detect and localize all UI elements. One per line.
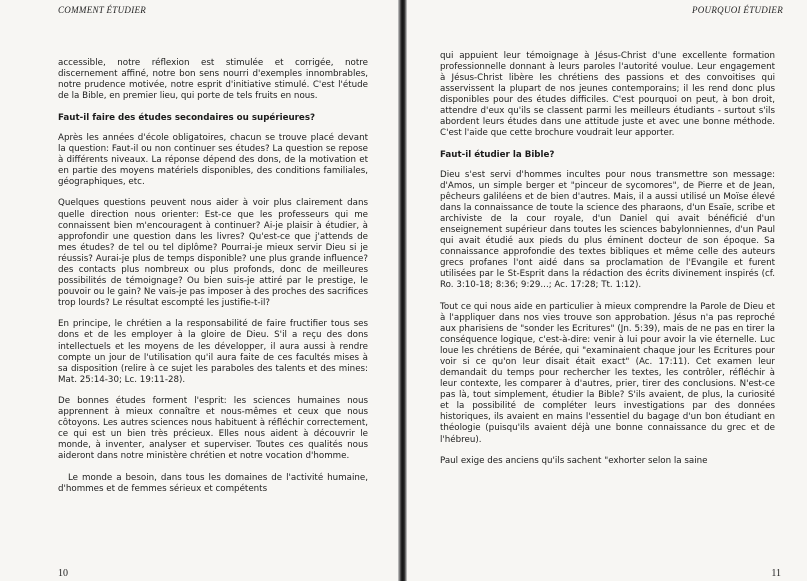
book-gutter	[398, 0, 407, 581]
paragraph: Paul exige des anciens qu'ils sachent "exhorter selon la saine	[440, 456, 708, 467]
paragraph: Quelques questions peuvent nous aider à voir plus clairement dans quelle direction nous orienter: Est-ce que les professeurs qui me connaissent bien m'encouragent à continuer? Ai-je plaisir à étudier, à approfondir une question dans les livres? Qu'est-ce que j'attends de mes études? de tel ou tel diplôme? Pourrai-je mieux servir Dieu si je réussis? Aurai-je plus de temps disponible? une plus grande influence? des contacts plus nombreux ou plus profonds, donc de meilleures possibilités de témoignage? Ou bien suis-je attiré par le prestige, le pouvoir ou le gain? Ne vais-je pas imposer à des proches des sacrifices trop lourds? Le résultat escompté les justifie-t-il?	[58, 198, 368, 308]
page-number-right: 11	[771, 568, 781, 579]
section-heading: Faut-il faire des études secondaires ou supérieures?	[58, 112, 316, 123]
paragraph: De bonnes études forment l'esprit: les sciences humaines nous apprennent à mieux connaître et nous-mêmes et ceux que nous côtoyons. Les autres sciences nous habituent à réfléchir correctement, ce qui est un bien très précieux. Elles nous aident à découvrir le monde, à inventer, analyser et superviser. Toutes ces qualités nous aideront dans notre ministère chrétien et notre vocation d'homme.	[58, 396, 368, 462]
paragraph: Tout ce qui nous aide en particulier à mieux comprendre la Parole de Dieu et à l'appliquer dans nos vies trouve son approbation. Jésus n'a pas reproché aux pharisiens de "sonder les Ecritures" (Jn. 5:39), mais de ne pas en tirer la conséquence logique, c'est-à-dire: venir à lui pour avoir la vie éternelle. Luc loue les chrétiens de Bérée, qui "examinaient chaque jour les Ecritures pour voir si ce qu'on leur disait était exact" (Ac. 17:11). Cet examen leur demandait du temps pour rechercher les textes, les contrôler, réfléchir à leur contexte, les comparer à d'autres, prier, tirer des conclusions. N'est-ce pas là, tout simplement, étudier la Bible? S'ils avaient, de plus, la curiosité et la possibilité de compléter leurs investigations par des données historiques, ils avaient en mains l'essentiel du bagage d'un bon étudiant en théologie (puisqu'ils avaient déjà une bonne connaissance du grec et de l'hébreu).	[440, 301, 775, 445]
running-head-right: POURQUOI ÉTUDIER	[691, 5, 783, 15]
paragraph: qui appuient leur témoignage à Jésus-Christ d'une excellente formation professionnelle donnant à leurs paroles l'autorité voulue. Leur engagement à Jésus-Christ libère les chrétiens des passions et des convoitises qui asservissent la plupart de nos jeunes contemporains; il les rend donc plus disponibles pour des études difficiles. C'est pourquoi on peut, à bon droit, attendre d'eux qu'ils se classent parmi les meilleurs étudiants - surtout s'ils abordent leurs études dans une attitude juste et avec une bonne méthode. C'est l'aide que cette brochure voudrait leur apporter.	[440, 51, 775, 139]
paragraph: En principe, le chrétien a la responsabilité de faire fructifier tous ses dons et de les employer à la gloire de Dieu. S'il a reçu des dons intellectuels et les moyens de les développer, il aura aussi à rendre compte un jour de l'utilisation qu'il aura faite de ces facultés mises à sa disposition (relire à ce sujet les paraboles des talents et des mines: Mat. 25:14-30; Lc. 19:11-28).	[58, 319, 368, 385]
left-page-body	[58, 58, 368, 506]
running-head-left: COMMENT ÉTUDIER	[58, 5, 147, 15]
right-page-body	[440, 51, 775, 478]
paragraph: Dieu s'est servi d'hommes incultes pour nous transmettre son message: d'Amos, un simple berger et "pinceur de sycomores", de Pierre et de Jean, pêcheurs galiléens et de bien d'autres. Mais, il a aussi utilisé un Moïse élevé dans la connaissance de toute la science des pharaons, d'un Esaïe, scribe et archiviste de la cour royale, d'un Daniel qui avait bénéficié d'un enseignement supérieur dans toutes les sciences babylonniennes, d'un Paul qui avait étudié aux pieds du plus éminent docteur de son époque. Sa connaissance approfondie des textes bibliques et même celle des auteurs grecs profanes l'ont aidé dans sa proclamation de l'Evangile et furent utilisées par le St-Esprit dans la rédaction des écrits divinement inspirés (cf. Ro. 3:10-18; 8:36; 9:29...; Ac. 17:28; Tt. 1:12).	[440, 169, 775, 291]
section-heading: Faut-il étudier la Bible?	[440, 149, 555, 160]
paragraph: Le monde a besoin, dans tous les domaines de l'activité humaine, d'hommes et de femmes sérieux et compétents	[58, 473, 368, 495]
left-page	[0, 0, 400, 581]
paragraph: Après les années d'école obligatoires, chacun se trouve placé devant la question: Faut-il ou non continuer ses études? La question se repose à différents niveaux. La réponse dépend des dons, de la motivation et en partie des moyens matériels disponibles, des conditions familiales, géographiques, etc.	[58, 132, 368, 187]
paragraph: accessible, notre réflexion est stimulée et corrigée, notre discernement affiné, notre bon sens nourri d'exemples innombrables, notre prudence motivée, notre esprit d'initiative stimulé. C'est l'étude de la Bible, en premier lieu, qui porte de tels fruits en nous.	[58, 58, 368, 102]
right-page	[400, 0, 807, 581]
page-number-left: 10	[58, 568, 68, 579]
